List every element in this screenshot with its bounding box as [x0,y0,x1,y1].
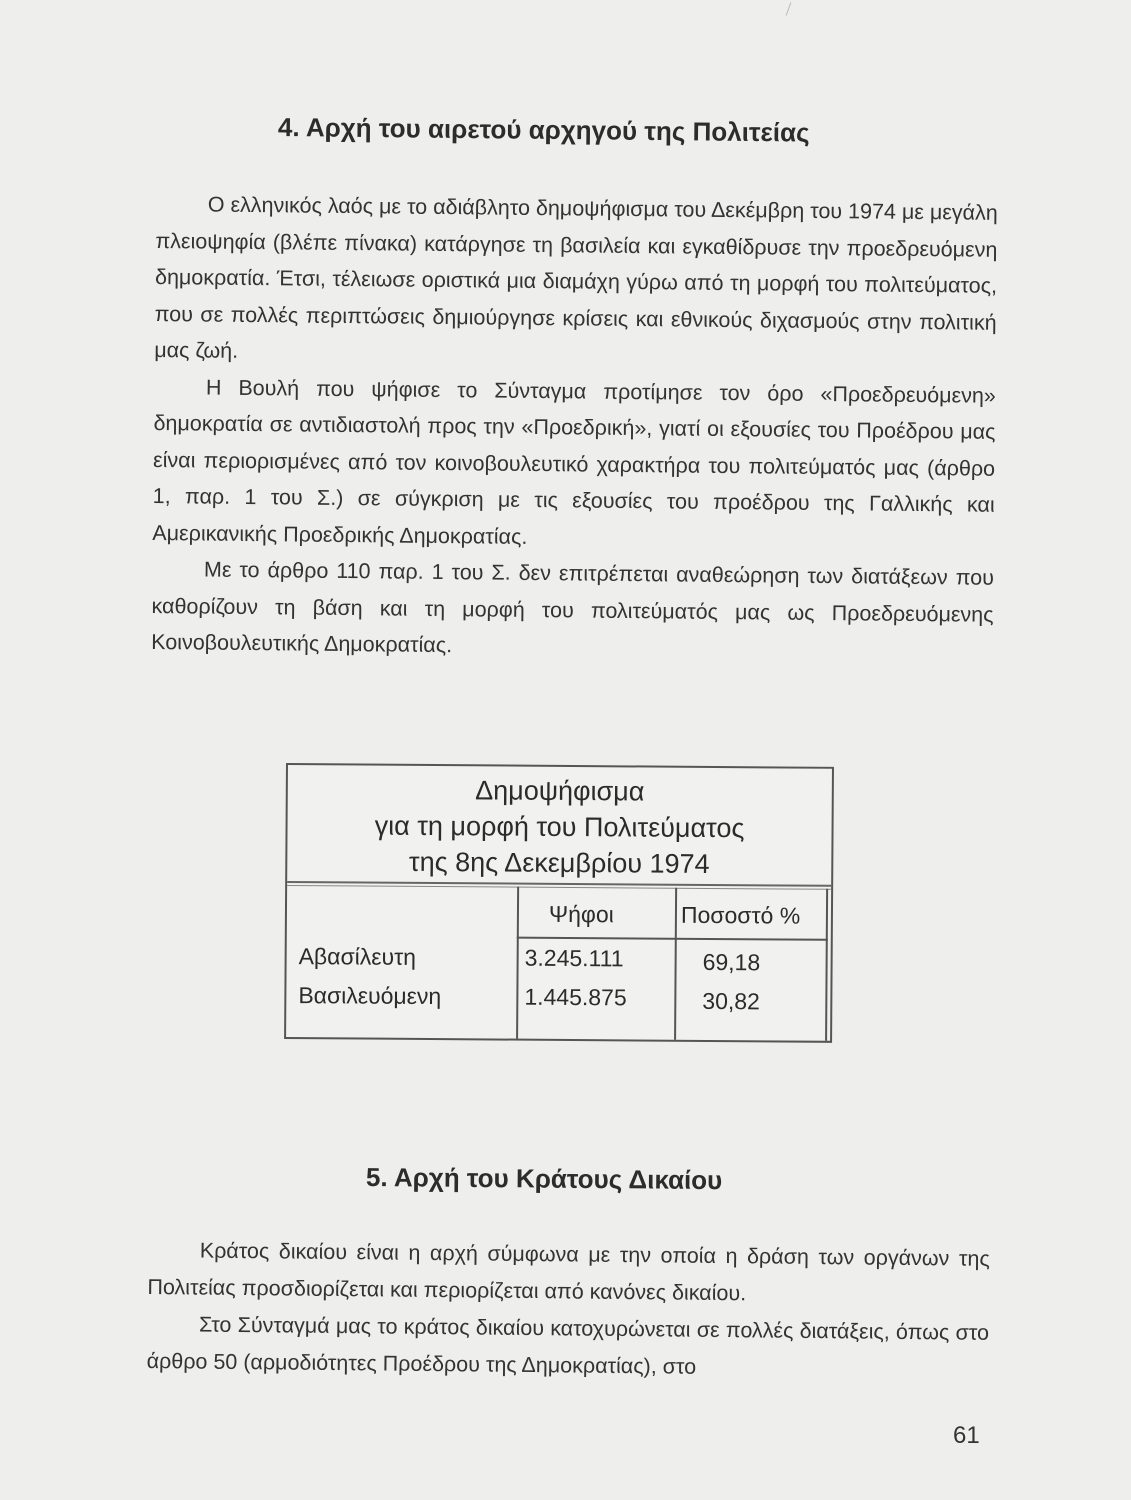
row-label: Αβασίλευτη [298,943,417,970]
table-title-line: της 8ης Δεκεμβρίου 1974 [408,846,710,879]
votes-value: 3.245.111 [524,944,624,972]
header-divider [517,937,828,941]
paragraph: Με το άρθρο 110 παρ. 1 του Σ. δεν επιτρέπεται αναθεώρηση των διατάξεων που καθορίζουν τη βάση και τη μορφή του πολιτεύματός μας ως Προεδρευόμενης Κοινοβουλευτικής Δημοκρατίας. [151,557,995,658]
column-divider [674,888,677,1040]
column-header-percent: Ποσοστό % [680,901,801,929]
paragraph: Η Βουλή που ψήφισε το Σύνταγμα προτίμησε τον όρο «Προεδρευόμενη» δημοκρατία σε αντιδιαστολή προς την «Προεδρική», γιατί οι εξουσίες του Προέδρου μας είναι περιορισμένες από τον κοινοβουλευτικό χαρακτήρα του πολιτεύματός μας (άρθρο 1, παρ. 1 του Σ.) σε σύγκριση με τις εξουσίες του προέδρου της Γαλλικής και Αμερικανικής Προεδρικής Δημοκρατίας. [152,375,996,549]
votes-value: 1.445.875 [524,983,627,1011]
paragraph: Κράτος δικαίου είναι η αρχή σύμφωνα με την οποία η δράση των οργάνων της Πολιτείας προσδιορίζεται και περιορίζεται από κανόνες δικαίου. [147,1238,990,1306]
percent-value: 30,82 [702,987,761,1015]
referendum-results-table [284,763,834,1043]
paragraph: Στο Σύνταγμά μας το κράτος δικαίου κατοχυρώνεται σε πολλές διατάξεις, όπως στο άρθρο 50 (αρμοδιότητες Προέδρου της Δημοκρατίας), στο [146,1312,990,1379]
column-header-votes: Ψήφοι [548,900,614,928]
table-title [287,765,832,885]
scan-mark [786,2,792,15]
table-title-line: Δημοψήφισμα [475,775,645,807]
section-4-heading: 4. Αρχή του αιρετού αρχηγού της Πολιτείας [277,112,810,148]
paragraph: Ο ελληνικός λαός με το αδιάβλητο δημοψήφισμα του Δεκέμβρη του 1974 με μεγάλη πλειοψηφία (βλέπε πίνακα) κατάργησε τη βασιλεία και εγκαθίδρυσε την προεδρευόμενη δημοκρατία. Έτσι, τέλειωσε οριστικά μια διαμάχη γύρω από τη μορφή του πολιτεύματος, που σε πολλές περιπτώσεις δημιούργησε κρίσεις και εθνικούς διχασμούς στην πολιτική μας ζωή. [154,192,998,363]
page-number: 61 [953,1422,980,1449]
column-divider [825,889,828,1041]
column-divider [516,887,519,1039]
section-4-body [151,186,998,669]
row-label: Βασιλευόμενη [298,982,442,1010]
section-5-heading: 5. Αρχή του Κράτους Δικαίου [365,1162,723,1196]
section-5-body [146,1232,990,1389]
percent-value: 69,18 [702,948,761,976]
table-title-line: για τη μορφή του Πολιτεύματος [374,810,745,844]
